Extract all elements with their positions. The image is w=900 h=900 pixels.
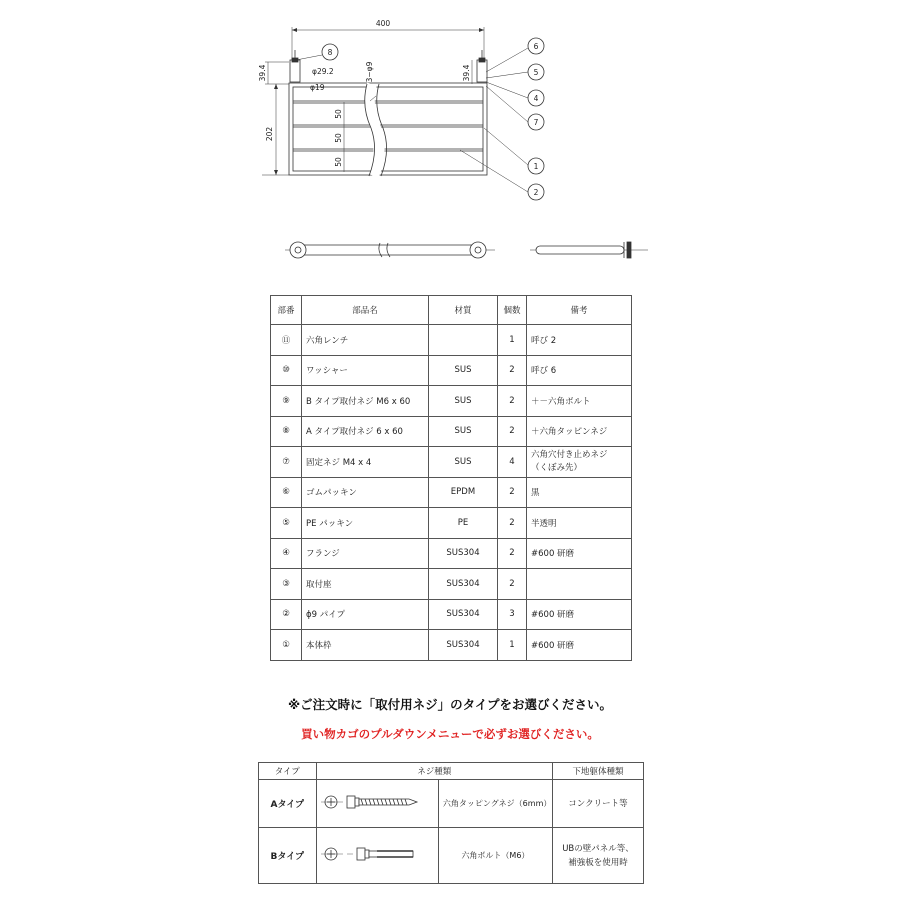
dim-flange-right: 39.4	[462, 64, 471, 82]
header-screw: ネジ種類	[316, 763, 552, 780]
part-no: ⑧	[271, 416, 302, 447]
part-remarks: 半透明	[527, 508, 632, 539]
table-row	[271, 447, 632, 478]
parts-table-header	[271, 296, 632, 325]
header-type: タイプ	[259, 763, 317, 780]
screw-name: 六角ボルト（M6）	[438, 828, 552, 884]
table-row	[271, 508, 632, 539]
part-material: SUS	[429, 386, 498, 417]
part-remarks: 呼び 6	[527, 355, 632, 386]
part-qty: 2	[498, 386, 527, 417]
table-row	[271, 630, 632, 661]
part-remarks	[527, 447, 632, 478]
part-material	[429, 325, 498, 356]
part-name: B タイプ取付ネジ M6 x 60	[302, 386, 429, 417]
part-name: PE パッキン	[302, 508, 429, 539]
part-qty: 1	[498, 630, 527, 661]
table-row	[271, 569, 632, 600]
dim-height: 202	[265, 126, 274, 142]
part-name: 六角レンチ	[302, 325, 429, 356]
base-type	[552, 828, 643, 884]
part-no: ③	[271, 569, 302, 600]
base-type	[552, 780, 643, 828]
part-material: SUS304	[429, 569, 498, 600]
callout-4: 4	[533, 94, 539, 103]
part-qty: 1	[498, 325, 527, 356]
part-remarks: #600 研磨	[527, 538, 632, 569]
base-type-line-2: 補強板を使用時	[568, 857, 628, 868]
part-name: フランジ	[302, 538, 429, 569]
part-qty: 2	[498, 477, 527, 508]
order-notice: ※ご注文時に「取付用ネジ」のタイプをお選びください。	[287, 697, 613, 712]
part-no: ①	[271, 630, 302, 661]
part-no: ⑦	[271, 447, 302, 478]
header-material: 材質	[429, 296, 498, 325]
type-table-header	[259, 763, 644, 780]
part-remarks: ＋－六角ボルト	[527, 386, 632, 417]
technical-drawing	[0, 0, 900, 290]
table-row	[271, 386, 632, 417]
part-remarks-line-1: 六角穴付き止めネジ	[531, 449, 608, 460]
part-qty: 2	[498, 508, 527, 539]
type-label: Aタイプ	[259, 780, 317, 828]
part-name: ワッシャー	[302, 355, 429, 386]
screw-name: 六角タッピングネジ（6mm）	[438, 780, 552, 828]
table-row	[259, 828, 644, 884]
tapping-screw-icon	[316, 780, 438, 828]
part-no: ④	[271, 538, 302, 569]
part-remarks: 黒	[527, 477, 632, 508]
dim-flange-diameter: φ29.2	[312, 67, 334, 76]
callout-1: 1	[533, 162, 539, 171]
part-no: ⑩	[271, 355, 302, 386]
cart-notice: 買い物カゴのプルダウンメニューで必ずお選びください。	[301, 727, 599, 741]
part-remarks-line-2: （くぼみ先）	[531, 462, 583, 473]
part-remarks: 呼び 2	[527, 325, 632, 356]
part-name: ϕ9 パイプ	[302, 599, 429, 630]
dim-flange-left: 39.4	[258, 64, 267, 82]
callout-2: 2	[533, 188, 539, 197]
callout-5: 5	[533, 68, 539, 77]
callout-8: 8	[327, 48, 333, 57]
part-name: 取付座	[302, 569, 429, 600]
part-material: SUS	[429, 355, 498, 386]
callout-6: 6	[533, 42, 539, 51]
base-type-line-1: UBの壁パネル等、	[562, 843, 634, 854]
table-row	[271, 416, 632, 447]
part-name: A タイプ取付ネジ 6 x 60	[302, 416, 429, 447]
part-remarks: #600 研磨	[527, 630, 632, 661]
dim-width: 400	[375, 19, 391, 28]
part-remarks: ＋六角タッピンネジ	[527, 416, 632, 447]
part-remarks	[527, 569, 632, 600]
table-row	[271, 538, 632, 569]
part-remarks: #600 研磨	[527, 599, 632, 630]
header-qty: 個数	[498, 296, 527, 325]
header-base: 下地躯体種類	[552, 763, 643, 780]
dim-pitch-1: 50	[334, 109, 343, 119]
header-remarks: 備考	[527, 296, 632, 325]
header-name: 部品名	[302, 296, 429, 325]
part-name: ゴムパッキン	[302, 477, 429, 508]
part-no: ⑨	[271, 386, 302, 417]
table-row	[271, 325, 632, 356]
parts-table	[270, 295, 632, 661]
part-material: SUS304	[429, 630, 498, 661]
table-row	[271, 599, 632, 630]
part-material: SUS	[429, 447, 498, 478]
table-row	[271, 477, 632, 508]
part-material: PE	[429, 508, 498, 539]
dim-pitch-2: 50	[334, 133, 343, 143]
hex-bolt-icon	[316, 828, 438, 884]
part-material: SUS304	[429, 599, 498, 630]
header-no: 部番	[271, 296, 302, 325]
part-name: 本体枠	[302, 630, 429, 661]
part-no: ⑤	[271, 508, 302, 539]
callout-7: 7	[533, 118, 539, 127]
part-no: ⑪	[271, 325, 302, 356]
table-row	[259, 780, 644, 828]
dim-pitch-3: 50	[334, 157, 343, 167]
dim-holder-diameter: φ19	[310, 83, 325, 92]
table-row	[271, 355, 632, 386]
part-no: ②	[271, 599, 302, 630]
part-no: ⑥	[271, 477, 302, 508]
screw-type-table	[258, 762, 644, 884]
part-qty: 3	[498, 599, 527, 630]
part-qty: 2	[498, 416, 527, 447]
part-qty: 2	[498, 538, 527, 569]
type-label: Bタイプ	[259, 828, 317, 884]
part-material: SUS	[429, 416, 498, 447]
base-type-line-1: コンクリート等	[568, 798, 628, 809]
part-material: SUS304	[429, 538, 498, 569]
part-qty: 4	[498, 447, 527, 478]
part-material: EPDM	[429, 477, 498, 508]
part-qty: 2	[498, 569, 527, 600]
dim-pipe: 3−φ9	[365, 61, 374, 83]
part-name: 固定ネジ M4 x 4	[302, 447, 429, 478]
part-qty: 2	[498, 355, 527, 386]
